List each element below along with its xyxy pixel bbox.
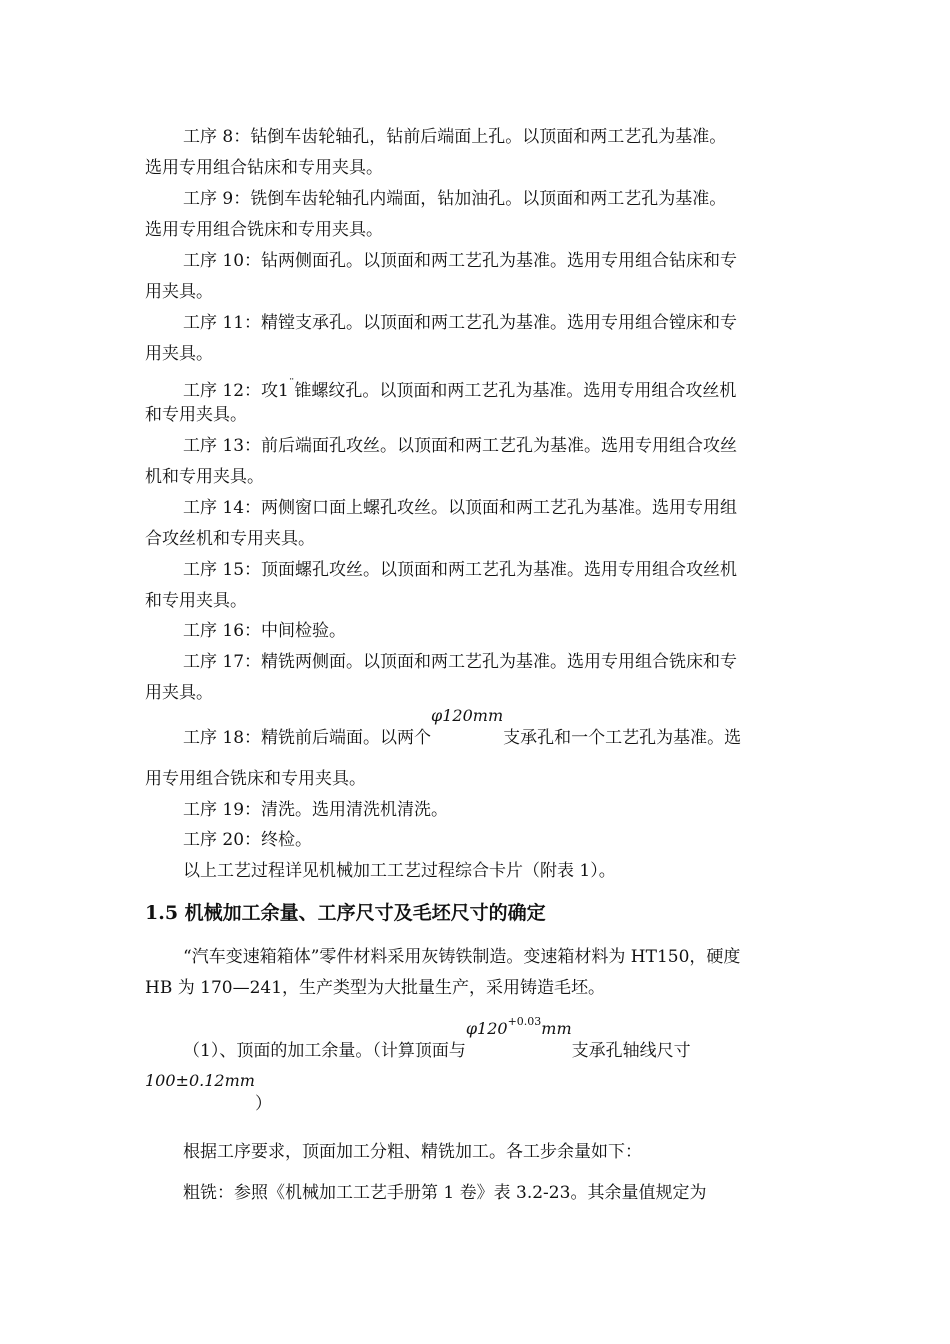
process-18-text-b: 支承孔和一个工艺孔为基准。选 bbox=[503, 728, 742, 748]
process-13-line-1: 工序 13：前后端面孔攻丝。以顶面和两工艺孔为基准。选用专用组合攻丝 bbox=[183, 436, 738, 456]
process-13-line-2: 机和专用夹具。 bbox=[145, 467, 264, 487]
process-12-line-1 bbox=[183, 373, 843, 402]
process-12-text-b: 锥螺纹孔。以顶面和两工艺孔为基准。选用专用组合攻丝机 bbox=[294, 381, 737, 401]
requirement-line: 根据工序要求，顶面加工分粗、精铣加工。各工步余量如下： bbox=[183, 1142, 642, 1162]
process-18-text-a: 工序 18：精铣前后端面。以两个 bbox=[183, 728, 432, 748]
process-11-line-2: 用夹具。 bbox=[145, 344, 213, 364]
phi-120-formula: φ120mm bbox=[431, 706, 504, 725]
process-8-line-1: 工序 8：钻倒车齿轮轴孔，钻前后端面上孔。以顶面和两工艺孔为基准。 bbox=[183, 127, 727, 147]
item-1-text-a: （1）、顶面的加工余量。（计算顶面与 bbox=[183, 1041, 466, 1061]
intro-line-2: HB 为 170—241，生产类型为大批量生产，采用铸造毛坯。 bbox=[145, 978, 606, 998]
inch-mark: ¨ bbox=[288, 377, 295, 390]
section-heading: 1.5 机械加工余量、工序尺寸及毛坯尺寸的确定 bbox=[145, 902, 546, 924]
process-18-line-2: 用专用组合铣床和专用夹具。 bbox=[145, 769, 366, 789]
process-9-line-2: 选用专用组合铣床和专用夹具。 bbox=[145, 220, 383, 240]
process-12-text-a: 工序 12：攻1 bbox=[183, 381, 289, 401]
dimension-100-formula: 100±0.12mm bbox=[145, 1071, 255, 1090]
process-8-line-2: 选用专用组合钻床和专用夹具。 bbox=[145, 158, 383, 178]
tolerance-superscript: +0.03 bbox=[507, 1015, 542, 1028]
process-11-line-1: 工序 11：精镗支承孔。以顶面和两工艺孔为基准。选用专用组合镗床和专 bbox=[183, 313, 738, 333]
dimension-formula bbox=[145, 1070, 805, 1092]
formula-unit: mm bbox=[541, 1019, 572, 1038]
process-10-line-2: 用夹具。 bbox=[145, 282, 213, 302]
process-14-line-2: 合攻丝机和专用夹具。 bbox=[145, 529, 315, 549]
process-17-line-2: 用夹具。 bbox=[145, 683, 213, 703]
process-10-line-1: 工序 10：钻两侧面孔。以顶面和两工艺孔为基准。选用专用组合钻床和专 bbox=[183, 251, 738, 271]
item-1-text-b: 支承孔轴线尺寸 bbox=[571, 1041, 691, 1061]
process-15-line-1: 工序 15：顶面螺孔攻丝。以顶面和两工艺孔为基准。选用专用组合攻丝机 bbox=[183, 560, 738, 580]
item-1-close: ） bbox=[255, 1094, 272, 1114]
phi-120-tolerance-formula bbox=[465, 1015, 572, 1038]
process-18-line-1 bbox=[183, 706, 843, 749]
process-20-line-1: 工序 20：终检。 bbox=[183, 830, 313, 850]
summary-line: 以上工艺过程详见机械加工工艺过程综合卡片（附表 1）。 bbox=[183, 861, 616, 881]
process-14-line-1: 工序 14：两侧窗口面上螺孔攻丝。以顶面和两工艺孔为基准。选用专用组 bbox=[183, 498, 738, 518]
process-12-line-2: 和专用夹具。 bbox=[145, 405, 247, 425]
rough-milling-line: 粗铣：参照《机械加工工艺手册第 1 卷》表 3.2-23。其余量值规定为 bbox=[183, 1183, 707, 1203]
process-16-line-1: 工序 16：中间检验。 bbox=[183, 621, 347, 641]
phi-120-base: φ120 bbox=[465, 1019, 508, 1038]
process-15-line-2: 和专用夹具。 bbox=[145, 591, 247, 611]
process-19-line-1: 工序 19：清洗。选用清洗机清洗。 bbox=[183, 800, 449, 820]
process-17-line-1: 工序 17：精铣两侧面。以顶面和两工艺孔为基准。选用专用组合铣床和专 bbox=[183, 652, 738, 672]
process-9-line-1: 工序 9：铣倒车齿轮轴孔内端面，钻加油孔。以顶面和两工艺孔为基准。 bbox=[183, 189, 727, 209]
intro-line-1: “汽车变速箱箱体”零件材料采用灰铸铁制造。变速箱材料为 HT150，硬度 bbox=[183, 947, 741, 967]
